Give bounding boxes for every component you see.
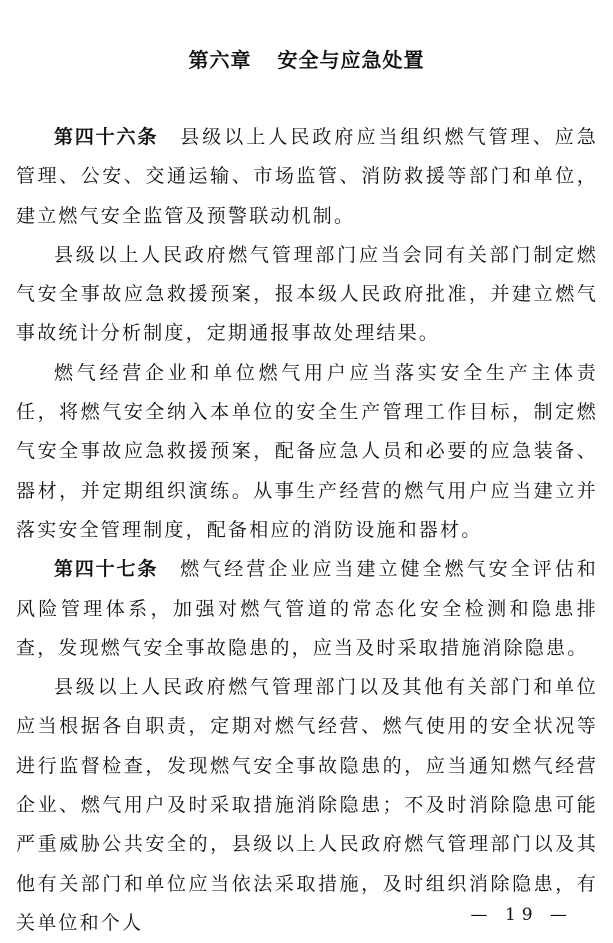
paragraph-article-46 [16,118,598,236]
chapter-title-text: 安全与应急处置 [277,48,425,72]
paragraph-text: 县级以上人民政府应当组织燃气管理、应急管理、公安、交通运输、市场监管、消防救援等部门和单位，建立燃气安全监管及预警联动机制。 [16,126,598,227]
chapter-number: 第六章 [188,48,252,72]
article-label: 第四十七条 [54,558,159,581]
paragraph-text: 县级以上人民政府燃气管理部门以及其他有关部门和单位应当根据各自职责，定期对燃气经营、燃气使用的安全状况等进行监督检查，发现燃气安全事故隐患的，应当通知燃气经营企业、燃气用户及时采取措施消除隐患；不及时消除隐患可能严重威胁公共安全的，县级以上人民政府燃气管理部门以及其他有关部门和单位应当依法采取措施，及时组织消除隐患，有关单位和个人 [16,676,598,934]
paragraph-article-47 [16,550,598,668]
paragraph-article-46-2 [16,236,598,354]
paragraph-text: 县级以上人民政府燃气管理部门应当会同有关部门制定燃气安全事故应急救援预案，报本级人民政府批准，并建立燃气事故统计分析制度，定期通报事故处理结果。 [16,243,598,345]
document-body [16,118,598,943]
paragraph-article-47-2 [16,668,598,943]
paragraph-article-46-3 [16,354,598,550]
paragraph-text: 燃气经营企业和单位燃气用户应当落实安全生产主体责任，将燃气安全纳入本单位的安全生产管理工作目标，制定燃气安全事故应急救援预案，配备应急人员和必要的应急装备、器材，并定期组织演练。从事生产经营的燃气用户应当建立并落实安全管理制度，配备相应的消防设施和器材。 [16,361,598,541]
paragraph-text: 燃气经营企业应当建立健全燃气安全评估和风险管理体系，加强对燃气管道的常态化安全检测和隐患排查，发现燃气安全事故隐患的，应当及时采取措施消除隐患。 [16,558,598,659]
chapter-heading [0,44,613,73]
page-number: — 19 — [470,905,573,925]
article-label: 第四十六条 [54,126,159,148]
